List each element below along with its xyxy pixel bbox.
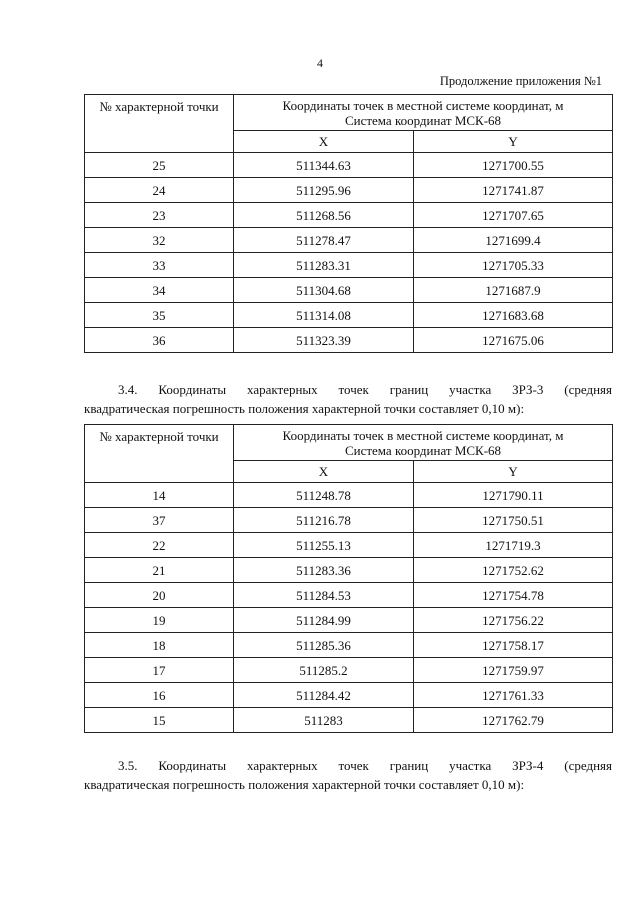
point-number-cell: 20 xyxy=(85,583,234,608)
coordinate-system-name: Система координат МСК-68 xyxy=(344,443,502,458)
y-coordinate-cell: 1271705.33 xyxy=(414,253,613,278)
x-coordinate-cell: 511284.42 xyxy=(234,683,414,708)
point-number-cell: 16 xyxy=(85,683,234,708)
point-number-cell: 17 xyxy=(85,658,234,683)
table-row xyxy=(85,683,613,708)
x-coordinate-cell: 511284.99 xyxy=(234,608,414,633)
x-coordinate-cell: 511285.36 xyxy=(234,633,414,658)
y-coordinate-cell: 1271761.33 xyxy=(414,683,613,708)
section-3-5-line-1: 3.5. Координаты характерных точек границ участка ЗРЗ-4 (средняя xyxy=(118,758,612,773)
x-coordinate-cell: 511283 xyxy=(234,708,414,733)
table-row xyxy=(85,153,613,178)
table-2-body xyxy=(85,483,613,733)
point-number-cell: 32 xyxy=(85,228,234,253)
y-coordinate-cell: 1271759.97 xyxy=(414,658,613,683)
point-number-cell: 22 xyxy=(85,533,234,558)
y-coordinate-cell: 1271675.06 xyxy=(414,328,613,353)
x-coordinate-cell: 511284.53 xyxy=(234,583,414,608)
coordinate-system-name: Система координат МСК-68 xyxy=(344,113,502,128)
x-coordinate-cell: 511248.78 xyxy=(234,483,414,508)
table-1-body xyxy=(85,153,613,353)
x-coordinate-cell: 511344.63 xyxy=(234,153,414,178)
point-number-cell: 36 xyxy=(85,328,234,353)
x-coordinate-cell: 511323.39 xyxy=(234,328,414,353)
y-coordinate-cell: 1271699.4 xyxy=(414,228,613,253)
table-row xyxy=(85,203,613,228)
table-row xyxy=(85,253,613,278)
point-number-cell: 37 xyxy=(85,508,234,533)
y-coordinate-cell: 1271700.55 xyxy=(414,153,613,178)
y-coordinate-cell: 1271754.78 xyxy=(414,583,613,608)
point-number-cell: 21 xyxy=(85,558,234,583)
table-row xyxy=(85,278,613,303)
table-row xyxy=(85,178,613,203)
table-row xyxy=(85,508,613,533)
section-3-5-line-2: квадратическая погрешность положения характерной точки составляет 0,10 м): xyxy=(84,777,525,792)
table-row xyxy=(85,483,613,508)
point-number-cell: 19 xyxy=(85,608,234,633)
x-coordinate-cell: 511278.47 xyxy=(234,228,414,253)
table-row xyxy=(85,658,613,683)
table-row xyxy=(85,633,613,658)
x-coordinate-cell: 511304.68 xyxy=(234,278,414,303)
y-coordinate-cell: 1271719.3 xyxy=(414,533,613,558)
section-3-4-line-2: квадратическая погрешность положения характерной точки составляет 0,10 м): xyxy=(84,401,525,416)
point-number-cell: 35 xyxy=(85,303,234,328)
coordinate-system-header xyxy=(234,95,613,131)
continuation-label: Продолжение приложения №1 xyxy=(439,74,602,88)
x-coordinate-cell: 511314.08 xyxy=(234,303,414,328)
table-row xyxy=(85,228,613,253)
coordinates-table-1 xyxy=(84,94,613,353)
y-column-header: Y xyxy=(414,461,613,483)
point-number-cell: 34 xyxy=(85,278,234,303)
y-coordinate-cell: 1271741.87 xyxy=(414,178,613,203)
point-number-cell: 18 xyxy=(85,633,234,658)
coordinate-system-header xyxy=(234,425,613,461)
y-column-header: Y xyxy=(414,131,613,153)
table-row xyxy=(85,303,613,328)
point-number-cell: 23 xyxy=(85,203,234,228)
coordinate-system-title: Координаты точек в местной системе координат, м xyxy=(282,98,564,113)
point-number-header: № характерной точки xyxy=(85,425,234,483)
y-coordinate-cell: 1271756.22 xyxy=(414,608,613,633)
point-number-cell: 24 xyxy=(85,178,234,203)
table-row xyxy=(85,708,613,733)
y-coordinate-cell: 1271752.62 xyxy=(414,558,613,583)
y-coordinate-cell: 1271790.11 xyxy=(414,483,613,508)
point-number-cell: 14 xyxy=(85,483,234,508)
x-column-header: X xyxy=(234,131,414,153)
coordinates-table-2 xyxy=(84,424,613,733)
section-3-4-text xyxy=(84,380,612,418)
point-number-cell: 33 xyxy=(85,253,234,278)
point-number-cell: 15 xyxy=(85,708,234,733)
y-coordinate-cell: 1271683.68 xyxy=(414,303,613,328)
x-coordinate-cell: 511268.56 xyxy=(234,203,414,228)
x-column-header: X xyxy=(234,461,414,483)
page-number: 4 xyxy=(317,56,323,70)
y-coordinate-cell: 1271762.79 xyxy=(414,708,613,733)
x-coordinate-cell: 511255.13 xyxy=(234,533,414,558)
x-coordinate-cell: 511295.96 xyxy=(234,178,414,203)
table-row xyxy=(85,328,613,353)
x-coordinate-cell: 511283.36 xyxy=(234,558,414,583)
y-coordinate-cell: 1271758.17 xyxy=(414,633,613,658)
y-coordinate-cell: 1271750.51 xyxy=(414,508,613,533)
table-row xyxy=(85,533,613,558)
y-coordinate-cell: 1271707.65 xyxy=(414,203,613,228)
table-row xyxy=(85,608,613,633)
x-coordinate-cell: 511285.2 xyxy=(234,658,414,683)
section-3-4-line-1: 3.4. Координаты характерных точек границ участка ЗРЗ-3 (средняя xyxy=(118,382,612,397)
point-number-header: № характерной точки xyxy=(85,95,234,153)
section-3-5-text xyxy=(84,756,612,794)
x-coordinate-cell: 511216.78 xyxy=(234,508,414,533)
y-coordinate-cell: 1271687.9 xyxy=(414,278,613,303)
table-row xyxy=(85,583,613,608)
x-coordinate-cell: 511283.31 xyxy=(234,253,414,278)
coordinate-system-title: Координаты точек в местной системе координат, м xyxy=(282,428,564,443)
table-row xyxy=(85,558,613,583)
point-number-cell: 25 xyxy=(85,153,234,178)
